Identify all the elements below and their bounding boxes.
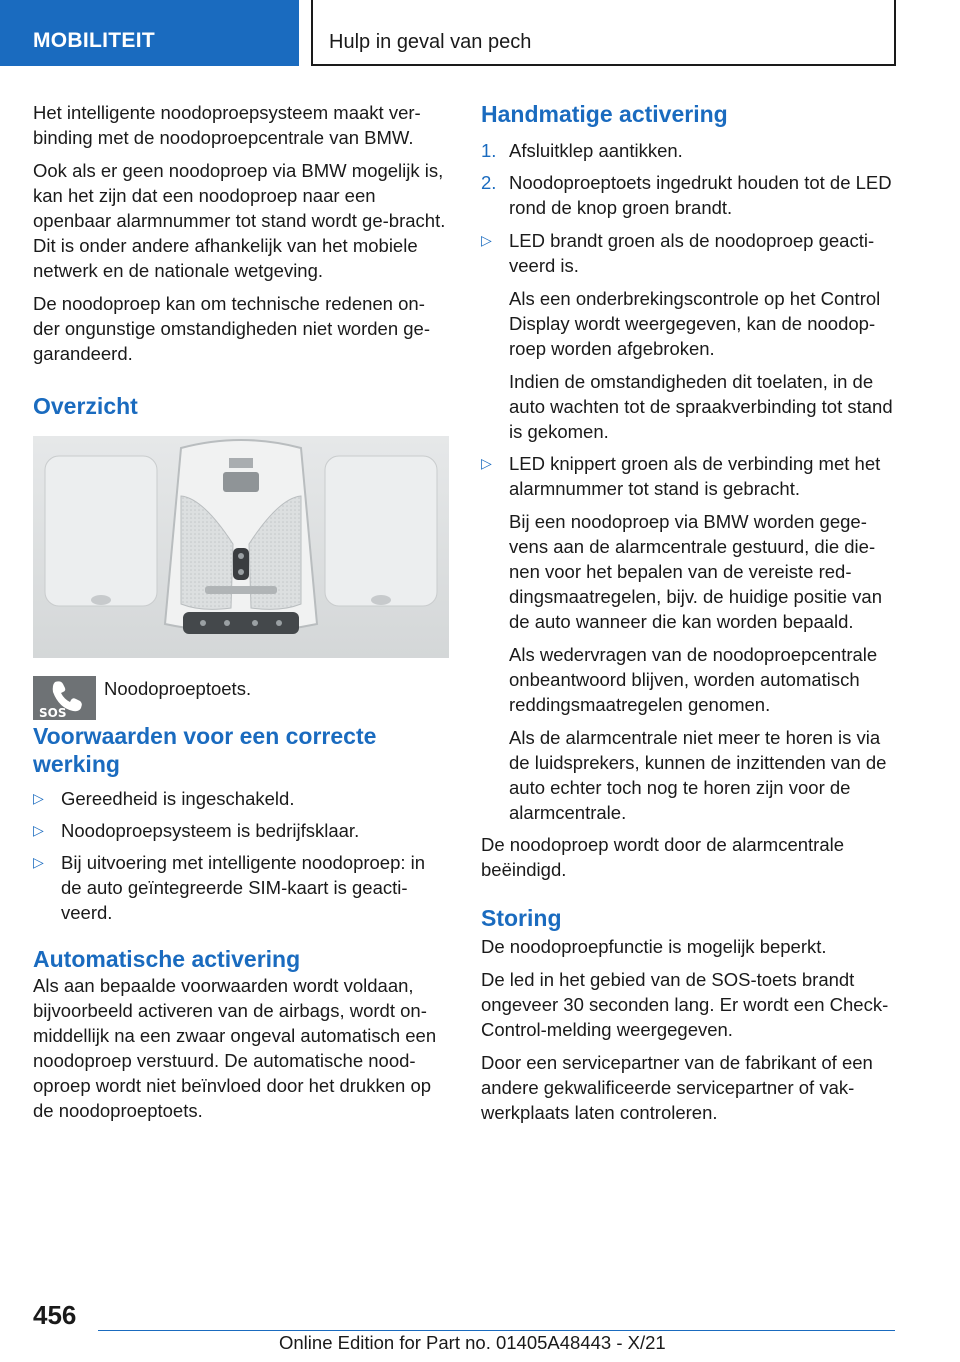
- triangle-bullet-icon: ▷: [33, 790, 44, 806]
- triangle-bullet-icon: ▷: [33, 822, 44, 838]
- fault-paragraph: De noodoproepfunctie is mogelijk beperkt.: [481, 936, 827, 957]
- page-number: 456: [33, 1300, 77, 1330]
- list-item: ▷ LED brandt groen als de noodoproep geacti-veerd is. Als een onderbrekingscontrole op het Control Display wordt weergegeven, kan de noodop-roep worden afgebroken. Indien de omstandigheden dit toelaten, in de auto wachten tot de spraakverbinding tot stand is gekomen.: [481, 230, 893, 442]
- section-tab: MOBILITEIT: [0, 0, 299, 66]
- sos-phone-icon: [33, 676, 96, 720]
- left-column: [33, 100, 449, 1131]
- fault-paragraph: Door een servicepartner van de fabrikant of een andere gekwalificeerde servicepartner of vak-werkplaats laten controleren.: [481, 1052, 873, 1123]
- overview-heading: Overzicht: [33, 393, 138, 419]
- fault-paragraph: De led in het gebied van de SOS-toets brandt ongeveer 30 seconden lang. Er wordt een Check-Control-melding weergegeven.: [481, 969, 889, 1040]
- list-item: ▷ LED knippert groen als de verbinding met het alarmnummer tot stand is gebracht. Bij een noodoproep via BMW worden gege-vens aan de alarmcentrale gestuurd, die die-nen voor het bepalen van de vereiste red-dingsmaatregelen, bijv. de huidige positie van de auto wanneer die kan worden bepaald. Als wedervragen van de noodoproepcentrale onbeantwoord blijven, worden automatisch reddingsmaatregelen genomen. Als de alarmcentrale niet meer te horen is via de luidsprekers, kunnen de inzittenden van de auto echter toch nog te horen zijn voor de alarmcentrale.: [481, 453, 887, 823]
- conditions-list: [33, 786, 449, 925]
- sos-button-legend: [33, 676, 449, 736]
- edition-footer: Online Edition for Part no. 01405A48443 - X/21: [279, 1332, 666, 1353]
- chapter-title: Hulp in geval van pech: [311, 0, 896, 66]
- sos-button-caption: Noodoproeptoets.: [104, 678, 252, 699]
- intro-paragraph: De noodoproep kan om technische redenen on-der ongunstige omstandigheden niet worden ge-garandeerd.: [33, 293, 431, 364]
- step-item: 1. Afsluitklep aantikken.: [481, 140, 683, 161]
- triangle-bullet-icon: ▷: [481, 232, 492, 248]
- intro-paragraph: Ook als er geen noodoproep via BMW mogelijk is, kan het zijn dat een noodoproep naar een openbaar alarmnummer tot stand wordt ge-bracht. Dit is onder andere afhankelijk van het mobiele netwerk en de nationale wetgeving.: [33, 160, 446, 281]
- footer-divider: [98, 1330, 895, 1331]
- list-item: ▷ Gereedheid is ingeschakeld.: [33, 788, 295, 809]
- auto-activation-text: Als aan bepaalde voorwaarden wordt voldaan, bijvoorbeeld activeren van de airbags, wordt on-middellijk na een zwaar ongeval automatisch een noodoproep verstuurd. De automatische nood-oproep wordt niet beïnvloed door het drukken op de noodoproeptoets.: [33, 975, 437, 1121]
- step-item: 2. Noodoproeptoets ingedrukt houden tot de LED rond de knop groen brandt.: [481, 172, 892, 218]
- right-column: [481, 100, 901, 1133]
- sos-icon-label: SOS: [39, 706, 67, 720]
- manual-activation-heading: Handmatige activering: [481, 101, 728, 127]
- end-call-text: De noodoproep wordt door de alarmcentrale beëindigd.: [481, 834, 845, 880]
- triangle-bullet-icon: ▷: [481, 455, 492, 471]
- manual-steps-list: [481, 138, 901, 220]
- led-status-list: [481, 228, 901, 825]
- fault-heading: Storing: [481, 905, 562, 931]
- auto-activation-heading: Automatische activering: [33, 946, 301, 972]
- list-item: ▷ Bij uitvoering met intelligente noodoproep: in de auto geïntegreerde SIM-kaart is geacti-veerd.: [33, 852, 426, 923]
- conditions-heading: Voorwaarden voor een correcte werking: [33, 723, 377, 777]
- list-item: ▷ Noodoproepsysteem is bedrijfsklaar.: [33, 820, 360, 841]
- intro-paragraph: Het intelligente noodoproepsysteem maakt ver-binding met de noodoproepcentrale van BMW.: [33, 102, 421, 148]
- triangle-bullet-icon: ▷: [33, 854, 44, 870]
- roof-console-photo: [33, 436, 449, 658]
